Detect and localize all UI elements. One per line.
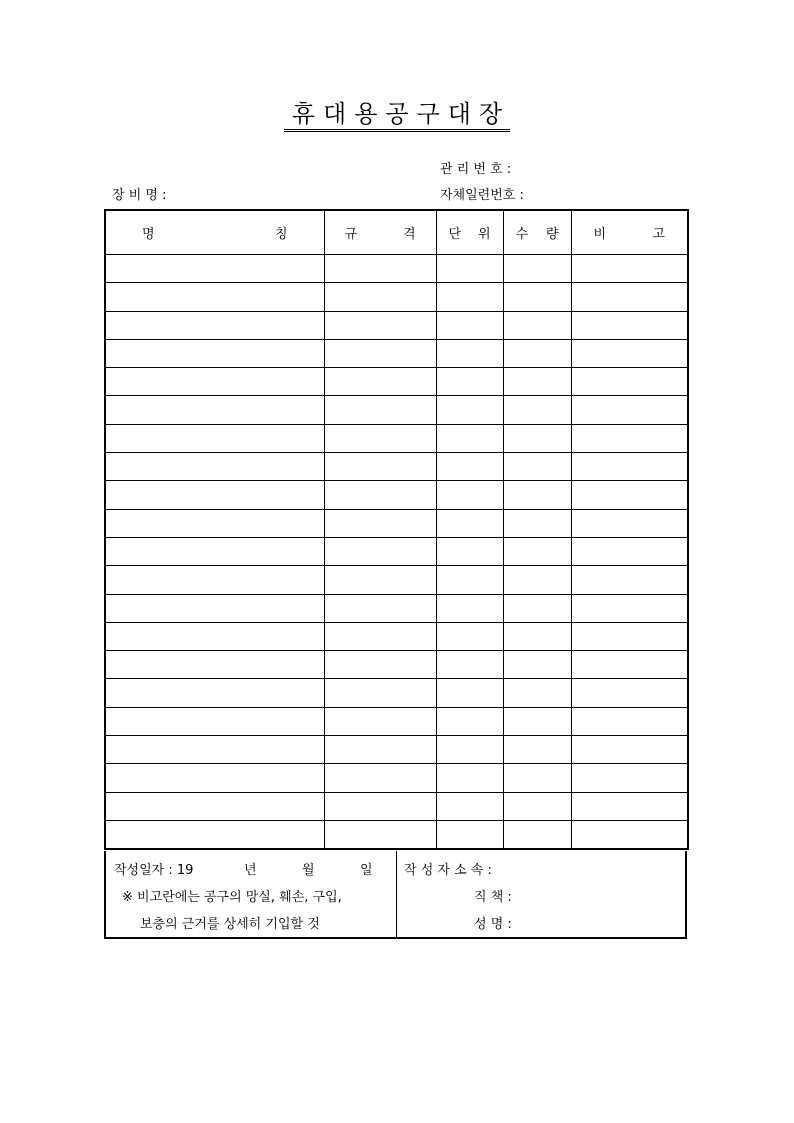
- name-cell: [105, 736, 324, 764]
- remarks-cell: [571, 792, 688, 820]
- author-position-label: 직 책 :: [474, 890, 512, 905]
- quantity-cell: [503, 368, 571, 396]
- spec-cell: [324, 453, 436, 481]
- spec-cell: [324, 339, 436, 367]
- table-row: [105, 792, 688, 820]
- table-row: [105, 679, 688, 707]
- spec-cell: [324, 537, 436, 565]
- spec-cell: [324, 707, 436, 735]
- name-cell: [105, 651, 324, 679]
- remarks-cell: [571, 311, 688, 339]
- quantity-cell: [503, 820, 571, 849]
- name-cell: [105, 820, 324, 849]
- table-row: [105, 453, 688, 481]
- unit-cell: [436, 481, 503, 509]
- unit-cell: [436, 736, 503, 764]
- remarks-cell: [571, 594, 688, 622]
- remarks-cell: [571, 481, 688, 509]
- name-cell: [105, 481, 324, 509]
- quantity-cell: [503, 311, 571, 339]
- column-header-name: 명 칭: [105, 210, 324, 255]
- table-row: [105, 764, 688, 792]
- table-row: [105, 566, 688, 594]
- spec-cell: [324, 764, 436, 792]
- name-cell: [105, 368, 324, 396]
- unit-cell: [436, 764, 503, 792]
- spec-cell: [324, 566, 436, 594]
- table-row: [105, 396, 688, 424]
- day-label: 일: [360, 863, 373, 878]
- remarks-cell: [571, 509, 688, 537]
- remarks-cell: [571, 255, 688, 283]
- table-row: [105, 509, 688, 537]
- unit-cell: [436, 368, 503, 396]
- remarks-cell: [571, 339, 688, 367]
- quantity-cell: [503, 651, 571, 679]
- quantity-cell: [503, 453, 571, 481]
- equipment-name-label: 장 비 명 :: [112, 188, 167, 203]
- remarks-cell: [571, 820, 688, 849]
- column-header-unit: 단 위: [436, 210, 503, 255]
- unit-cell: [436, 255, 503, 283]
- quantity-cell: [503, 396, 571, 424]
- year-label: 년: [244, 863, 257, 878]
- table-row: [105, 283, 688, 311]
- quantity-cell: [503, 339, 571, 367]
- unit-cell: [436, 651, 503, 679]
- remarks-cell: [571, 651, 688, 679]
- table-row: [105, 311, 688, 339]
- quantity-cell: [503, 764, 571, 792]
- quantity-cell: [503, 707, 571, 735]
- unit-cell: [436, 339, 503, 367]
- spec-cell: [324, 424, 436, 452]
- unit-cell: [436, 537, 503, 565]
- tool-ledger-table: [104, 209, 689, 850]
- unit-cell: [436, 424, 503, 452]
- author-name-label: 성 명 :: [474, 917, 512, 932]
- remarks-cell: [571, 368, 688, 396]
- name-cell: [105, 792, 324, 820]
- name-cell: [105, 453, 324, 481]
- unit-cell: [436, 396, 503, 424]
- spec-cell: [324, 481, 436, 509]
- name-cell: [105, 566, 324, 594]
- name-cell: [105, 255, 324, 283]
- quantity-cell: [503, 537, 571, 565]
- remarks-cell: [571, 396, 688, 424]
- table-row: [105, 368, 688, 396]
- quantity-cell: [503, 679, 571, 707]
- table-row: [105, 707, 688, 735]
- spec-cell: [324, 622, 436, 650]
- spec-cell: [324, 594, 436, 622]
- quantity-cell: [503, 622, 571, 650]
- remarks-note-line-2: 보충의 근거를 상세히 기입할 것: [140, 917, 320, 932]
- name-cell: [105, 537, 324, 565]
- remarks-note-line-1: ※ 비고란에는 공구의 망실, 훼손, 구입,: [122, 890, 342, 905]
- spec-cell: [324, 736, 436, 764]
- name-cell: [105, 311, 324, 339]
- name-cell: [105, 509, 324, 537]
- name-cell: [105, 679, 324, 707]
- column-header-remarks: 비 고: [571, 210, 688, 255]
- remarks-cell: [571, 566, 688, 594]
- remarks-cell: [571, 707, 688, 735]
- column-header-quantity: 수 량: [503, 210, 571, 255]
- quantity-cell: [503, 255, 571, 283]
- spec-cell: [324, 651, 436, 679]
- spec-cell: [324, 679, 436, 707]
- quantity-cell: [503, 566, 571, 594]
- serial-number-label: 자체일련번호 :: [440, 188, 524, 203]
- footer-divider: [396, 851, 397, 937]
- remarks-cell: [571, 622, 688, 650]
- remarks-cell: [571, 736, 688, 764]
- spec-cell: [324, 396, 436, 424]
- title-text: 휴대용공구대장: [284, 101, 510, 132]
- table-row: [105, 537, 688, 565]
- date-label: 작성일자 : 19: [114, 863, 194, 878]
- management-number-label: 관 리 번 호 :: [440, 162, 512, 177]
- unit-cell: [436, 311, 503, 339]
- remarks-cell: [571, 679, 688, 707]
- quantity-cell: [503, 509, 571, 537]
- spec-cell: [324, 311, 436, 339]
- unit-cell: [436, 566, 503, 594]
- name-cell: [105, 707, 324, 735]
- unit-cell: [436, 283, 503, 311]
- table-row: [105, 651, 688, 679]
- name-cell: [105, 424, 324, 452]
- quantity-cell: [503, 792, 571, 820]
- remarks-cell: [571, 424, 688, 452]
- spec-cell: [324, 255, 436, 283]
- table-row: [105, 736, 688, 764]
- unit-cell: [436, 453, 503, 481]
- name-cell: [105, 764, 324, 792]
- spec-cell: [324, 820, 436, 849]
- quantity-cell: [503, 424, 571, 452]
- table-row: [105, 255, 688, 283]
- spec-cell: [324, 368, 436, 396]
- unit-cell: [436, 594, 503, 622]
- name-cell: [105, 283, 324, 311]
- unit-cell: [436, 622, 503, 650]
- unit-cell: [436, 679, 503, 707]
- unit-cell: [436, 792, 503, 820]
- table-header-row: [105, 210, 688, 255]
- table-row: [105, 820, 688, 849]
- month-label: 월: [302, 863, 315, 878]
- document-title: [0, 100, 794, 132]
- spec-cell: [324, 792, 436, 820]
- quantity-cell: [503, 481, 571, 509]
- name-cell: [105, 594, 324, 622]
- name-cell: [105, 396, 324, 424]
- footer-section: [104, 851, 687, 939]
- table-row: [105, 594, 688, 622]
- table-row: [105, 622, 688, 650]
- table-row: [105, 339, 688, 367]
- remarks-cell: [571, 453, 688, 481]
- quantity-cell: [503, 594, 571, 622]
- table-row: [105, 424, 688, 452]
- spec-cell: [324, 283, 436, 311]
- spec-cell: [324, 509, 436, 537]
- quantity-cell: [503, 283, 571, 311]
- column-header-spec: 규 격: [324, 210, 436, 255]
- remarks-cell: [571, 283, 688, 311]
- table-row: [105, 481, 688, 509]
- unit-cell: [436, 707, 503, 735]
- unit-cell: [436, 509, 503, 537]
- name-cell: [105, 339, 324, 367]
- name-cell: [105, 622, 324, 650]
- unit-cell: [436, 820, 503, 849]
- remarks-cell: [571, 764, 688, 792]
- remarks-cell: [571, 537, 688, 565]
- author-department-label: 작 성 자 소 속 :: [404, 863, 492, 878]
- quantity-cell: [503, 736, 571, 764]
